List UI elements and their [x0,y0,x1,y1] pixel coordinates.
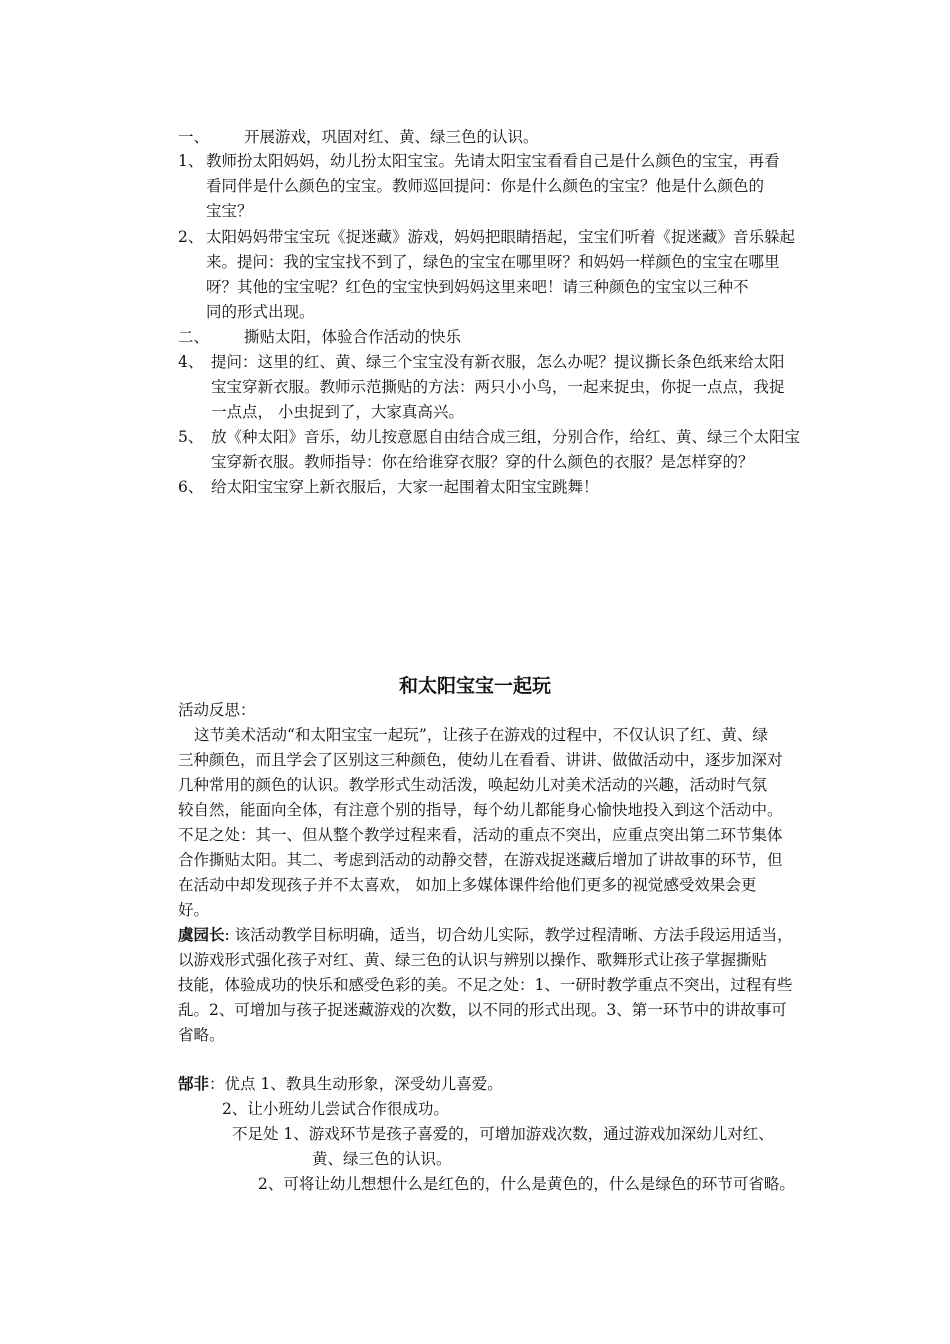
item4-line: 提问：这里的红、黄、绿三个宝宝没有新衣服，怎么办呢？提议撕长条色纸来给太阳 [211,353,785,371]
reflection-line: 在活动中却发现孩子并不太喜欢， 如加上多媒体课件给他们更多的视觉感受效果会更 [178,876,757,894]
item2-line: 来。提问：我的宝宝找不到了，绿色的宝宝在哪里呀？和妈妈一样颜色的宝宝在哪里 [206,253,780,271]
section1-heading: 开展游戏，巩固对红、黄、绿三色的认识。 [244,128,539,146]
item5-line: 放《种太阳》音乐，幼儿按意愿自由结合成三组，分别合作，给红、黄、绿三个太阳宝 [211,428,801,446]
item4-number: 4、 [178,353,204,371]
item6-line: 给太阳宝宝穿上新衣服后，大家一起围着太阳宝宝跳舞！ [211,478,599,496]
item2-line: 同的形式出现。 [206,303,315,321]
reviewer-line: 不足处 1、游戏环节是孩子喜爱的，可增加游戏次数，通过游戏加深幼儿对红、 [232,1125,774,1143]
item5-number: 5、 [178,428,204,446]
reflection-line: 不足之处：其一、但从整个教学过程来看，活动的重点不突出，应重点突出第二环节集体 [178,826,783,844]
reflection-line: 合作撕贴太阳。其二、考虑到活动的动静交替，在游戏捉迷藏后增加了讲故事的环节，但 [178,851,783,869]
director-comment [178,925,793,945]
page-title: 和太阳宝宝一起玩 [398,675,551,697]
item1-line: 宝宝？ [206,202,253,220]
item4-line: 宝宝穿新衣服。教师示范撕贴的方法：两只小小鸟，一起来捉虫，你捉一点点，我捉 [211,378,785,396]
item1-line: 看同伴是什么颜色的宝宝。教师巡回提问：你是什么颜色的宝宝？他是什么颜色的 [206,177,765,195]
reviewer-comment [178,1074,503,1094]
item2-line: 呀？其他的宝宝呢？红色的宝宝快到妈妈这里来吧！请三种颜色的宝宝以三种不 [206,278,749,296]
reflection-line: 几种常用的颜色的认识。教学形式生动活泼，唤起幼儿对美术活动的兴趣，活动时气氛 [178,776,768,794]
section1-heading-number: 一、 [178,128,210,146]
reviewer-first-line: ：优点 1、教具生动形象，深受幼儿喜爱。 [209,1075,503,1093]
reflection-line: 三种颜色，而且学会了区别这三种颜色，使幼儿在看看、讲讲、做做活动中，逐步加深对 [178,751,783,769]
director-line: 乱。2、可增加与孩子捉迷藏游戏的次数，以不同的形式出现。3、第一环节中的讲故事可 [178,1001,787,1019]
item6-number: 6、 [178,478,204,496]
reviewer-name: 郜非 [178,1075,210,1093]
item2-line: 太阳妈妈带宝宝玩《捉迷藏》游戏，妈妈把眼睛捂起，宝宝们听着《捉迷藏》音乐躲起 [206,228,796,246]
director-line: 技能，体验成功的快乐和感受色彩的美。不足之处：1、一研时教学重点不突出，过程有些 [178,976,793,994]
reflection-line: 这节美术活动“和太阳宝宝一起玩”，让孩子在游戏的过程中，不仅认识了红、黄、绿 [194,726,768,744]
section2-heading: 撕贴太阳，体验合作活动的快乐 [244,328,462,346]
item4-line: 一点点， 小虫捉到了，大家真高兴。 [211,403,464,421]
director-line: 省略。 [178,1026,225,1044]
item5-line: 宝穿新衣服。教师指导：你在给谁穿衣服？穿的什么颜色的衣服？是怎样穿的？ [211,453,754,471]
section2-heading-number: 二、 [178,328,210,346]
reviewer-line: 黄、绿三色的认识。 [312,1150,452,1168]
item2-number: 2、 [178,228,204,246]
reviewer-line: 2、让小班幼儿尝试合作很成功。 [222,1100,449,1118]
reflection-label: 活动反思： [178,701,256,719]
director-line: 以游戏形式强化孩子对红、黄、绿三色的认识与辨别以操作、歌舞形式让孩子掌握撕贴 [178,951,768,969]
reflection-line: 较自然，能面向全体，有注意个别的指导，每个幼儿都能身心愉快地投入到这个活动中。 [178,801,783,819]
reviewer-line: 2、可将让幼儿想想什么是红色的，什么是黄色的，什么是绿色的环节可省略。 [258,1175,795,1193]
director-name: 虞园长 [178,926,225,944]
reflection-line: 好。 [178,901,210,919]
item1-number: 1、 [178,152,204,170]
director-first-line: : 该活动教学目标明确，适当，切合幼儿实际，教学过程清晰、方法手段运用适当， [224,926,793,944]
item1-line: 教师扮太阳妈妈，幼儿扮太阳宝宝。先请太阳宝宝看看自己是什么颜色的宝宝，再看 [206,152,780,170]
